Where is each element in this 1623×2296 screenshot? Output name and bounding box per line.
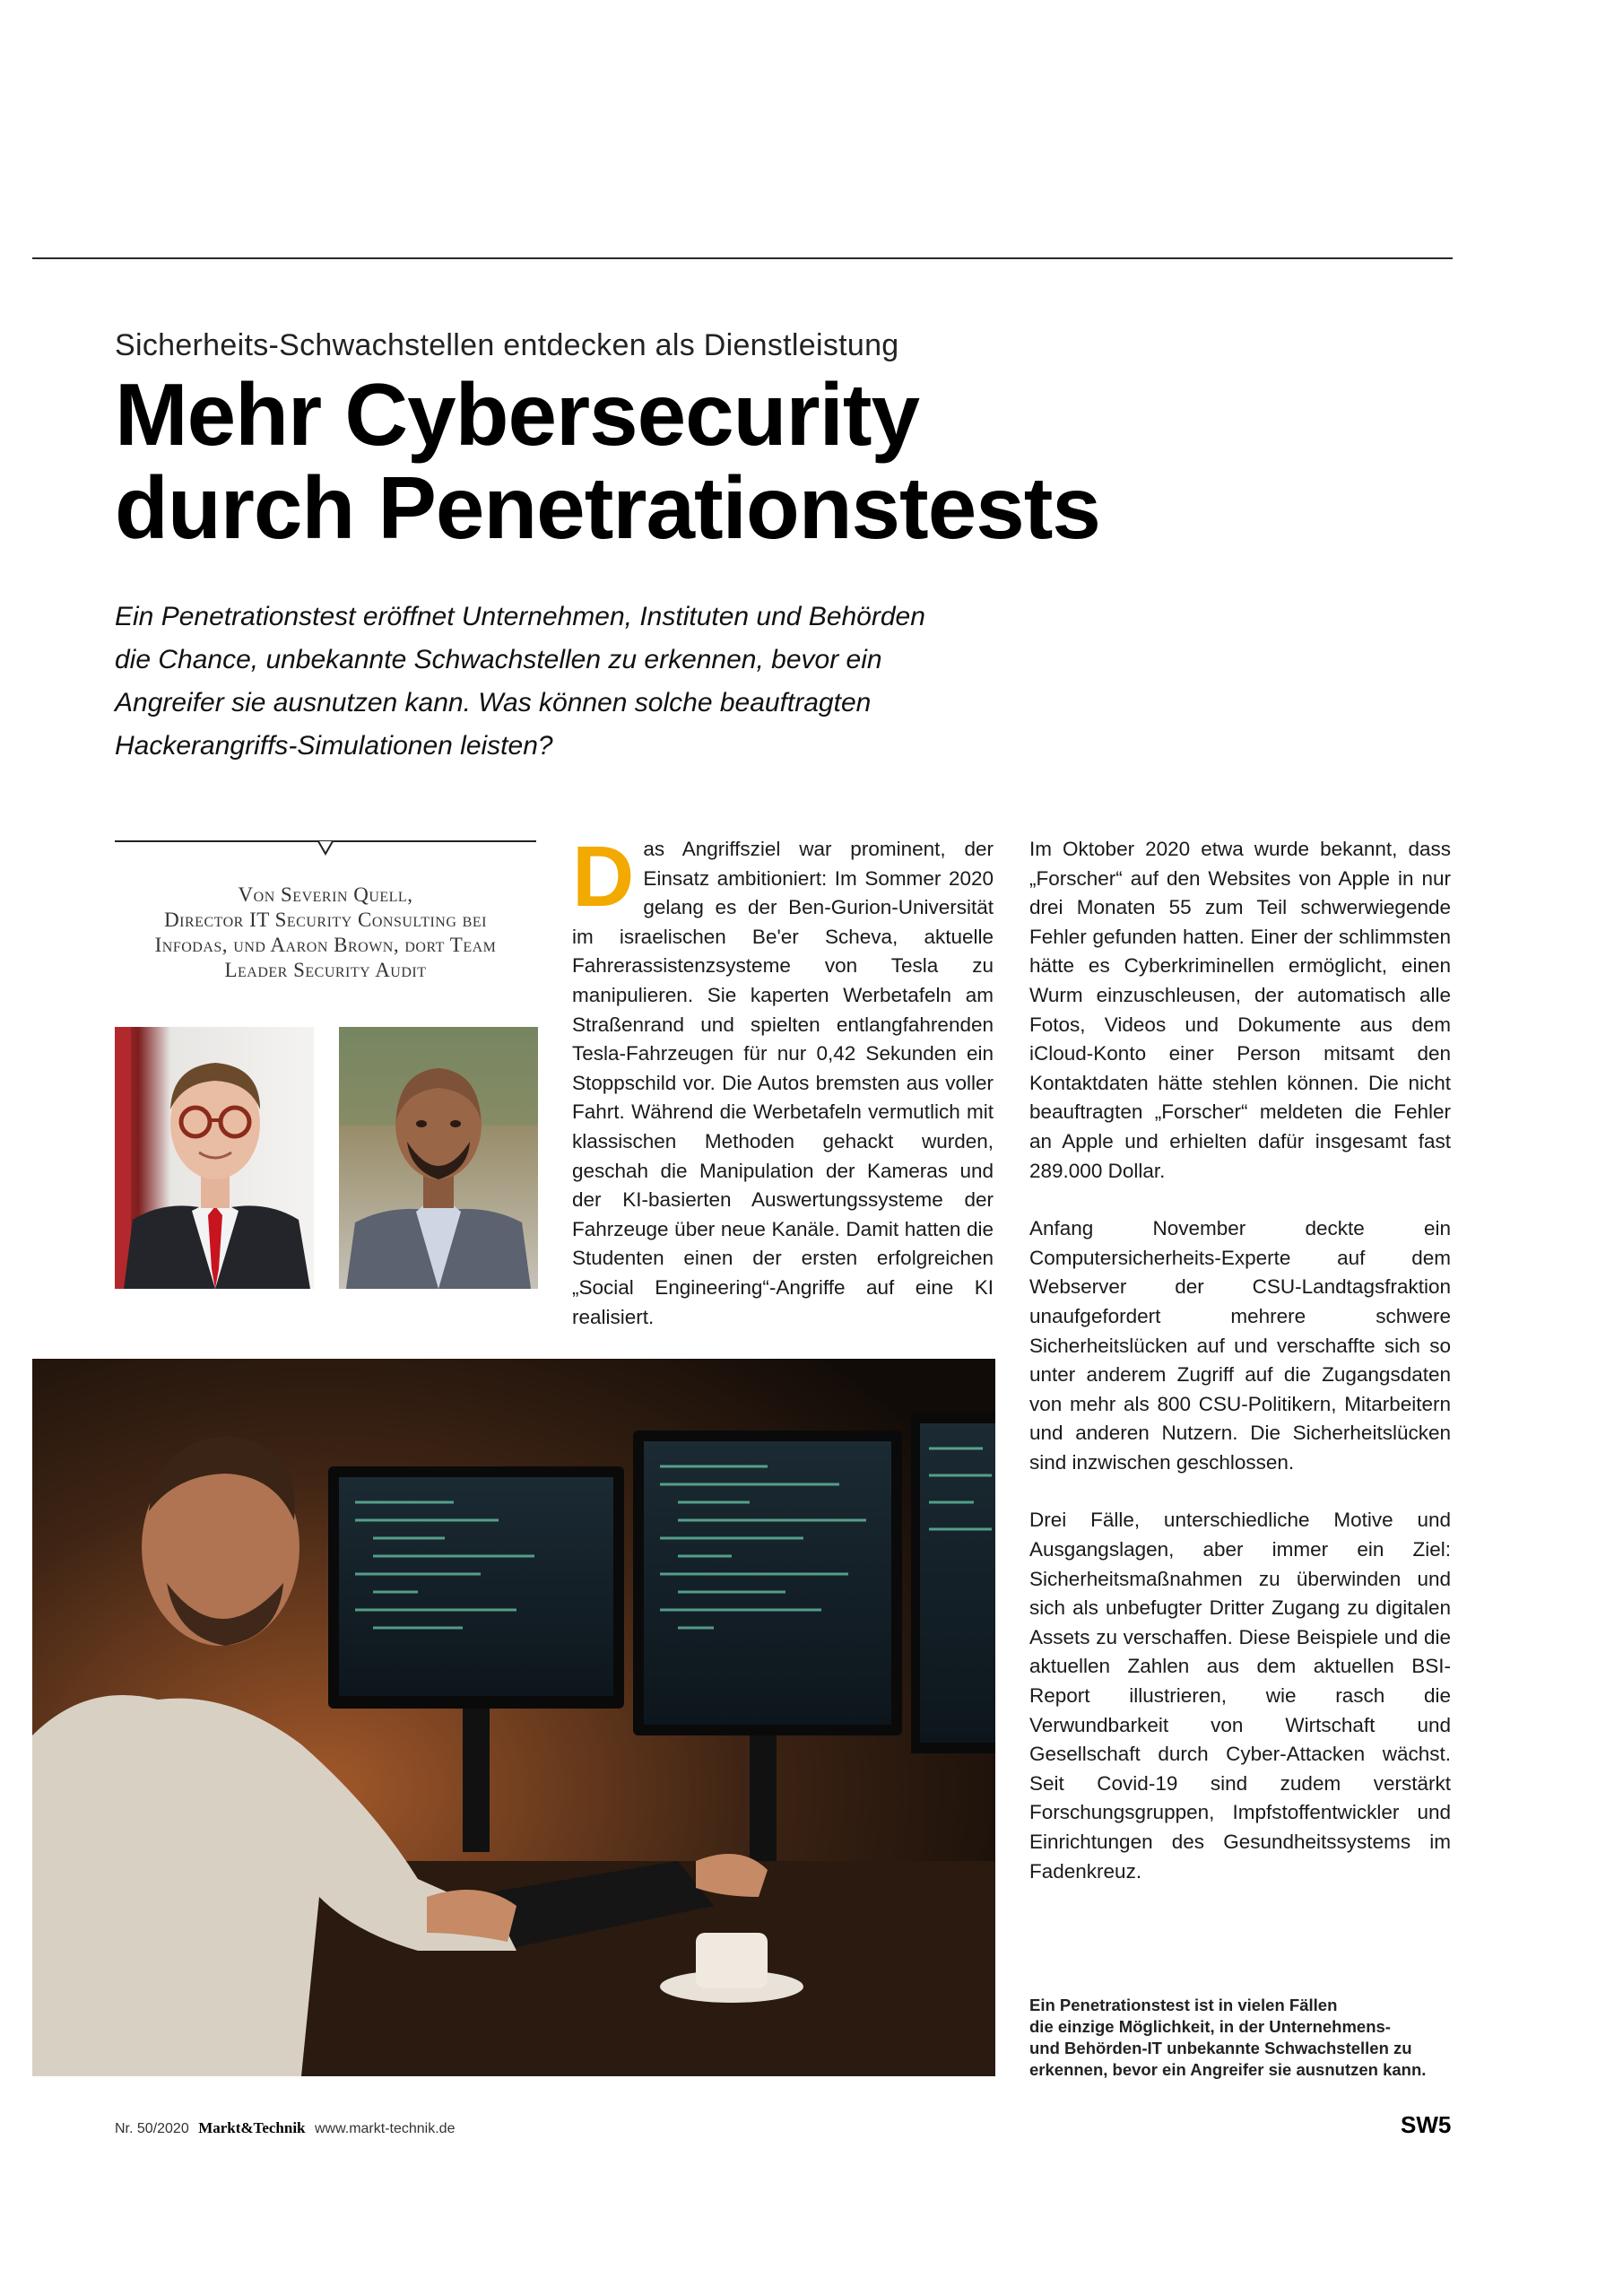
caption-line: die einzige Möglichkeit, in der Unternehmens- [1029, 2017, 1391, 2036]
teaser-line: Hackerangriffs-Simulationen leisten? [115, 731, 553, 761]
byline-line: Infodas, und Aaron Brown, dort Team [154, 934, 497, 956]
article-kicker: Sicherheits-Schwachstellen entdecken als Dienstleistung [115, 328, 899, 362]
byline-line: Von Severin Quell, [238, 883, 413, 906]
drop-cap: D [572, 829, 635, 925]
article-paragraph: Anfang November deckte ein Computersicherheits-Experte auf dem Webserver der CSU-Landtagsfraktion unaufgefordert mehrere schwere Sicherheitslücken auf und verschaffte sich so unter anderem Zugriff auf die Zugangsdaten von mehr als 800 CSU-Politikern, Mitarbeitern und anderen Nutzern. Die Sicherheitslücken sind inzwischen geschlossen. [1029, 1217, 1451, 1474]
teaser-line: die Chance, unbekannte Schwachstellen zu erkennen, bevor ein [115, 645, 882, 674]
caption-line: Ein Penetrationstest ist in vielen Fällen [1029, 1996, 1338, 2014]
author-byline [115, 883, 536, 983]
caption-line: erkennen, bevor ein Angreifer sie ausnutzen kann. [1029, 2060, 1427, 2079]
page-footer [115, 2119, 455, 2137]
author-photo-aaron-brown [339, 1027, 538, 1289]
article-paragraph: Im Oktober 2020 etwa wurde bekannt, dass „Forscher“ auf den Websites von Apple in nur drei Monaten 55 zum Teil schwerwiegende Fehler gefunden hatten. Einer der schlimmsten hätte es Cyberkriminellen ermöglicht, einen Wurm einzuschleusen, der automatisch alle Fotos, Videos und Dokumente aus dem iCloud-Konto einer Person mitsamt den Kontaktdaten hätte stehlen können. Die nicht beauftragten „Forscher“ meldeten die Fehler an Apple und erhielten dafür insgesamt fast 289.000 Dollar. [1029, 838, 1451, 1182]
caption-line: und Behörden-IT unbekannte Schwachstellen zu [1029, 2039, 1412, 2057]
byline-line: Leader Security Audit [224, 959, 427, 981]
top-rule [32, 257, 1453, 259]
page-number: SW5 [1401, 2111, 1452, 2138]
image-caption [1029, 1995, 1460, 2081]
article-column-left [572, 829, 994, 1361]
issue-number: Nr. 50/2020 [115, 2121, 189, 2136]
byline-line: Director IT Security Consulting bei [164, 909, 487, 931]
article-paragraph: Drei Fälle, unterschiedliche Motive und Ausgangslagen, aber immer ein Ziel: Sicherheitsmaßnahmen zu überwinden und sich als unbefugter Dritter Zugang zu digitalen Assets zu verschaffen. Diese Beispiele und die aktuellen Zahlen aus dem aktuellen BSI-Report illustrieren, wie rasch die Verwundbarkeit von Wirtschaft und Gesellschaft durch Cyber-Attacken wächst. Seit Covid-19 sind zudem verstärkt Forschungsgruppen, Impfstoffentwickler und Einrichtungen des Gesundheitssystems im Fadenkreuz. [1029, 1509, 1451, 1883]
author-photo-severin-quell [115, 1027, 314, 1289]
article-column-right [1029, 835, 1451, 1915]
portrait-illustration [115, 1027, 314, 1289]
headline-line: durch Penetrationstests [115, 458, 1100, 557]
hero-photo-hacker-workstation [32, 1359, 995, 2076]
headline-line: Mehr Cybersecurity [115, 365, 920, 464]
hero-illustration [32, 1359, 995, 2076]
article-headline [115, 365, 1370, 557]
magazine-logo: Markt&Technik [198, 2119, 306, 2136]
teaser-line: Angreifer sie ausnutzen kann. Was können solche beauftragten [115, 688, 872, 718]
byline-notch-icon [317, 841, 334, 857]
portrait-illustration [339, 1027, 538, 1289]
article-teaser [115, 596, 1011, 768]
website-url: www.markt-technik.de [314, 2121, 456, 2136]
teaser-line: Ein Penetrationstest eröffnet Unternehmen, Instituten und Behörden [115, 602, 925, 631]
article-paragraph [572, 829, 994, 1332]
paragraph-text: as Angriffsziel war prominent, der Einsatz ambitioniert: Im Sommer 2020 gelang es der Ben-Gurion-Universität im israelischen Be'er Scheva, aktuelle Fahrerassistenzsysteme von Tesla zu manipulieren. Sie kaperten Werbetafeln am Straßenrand und spielten entlangfahrenden Tesla-Fahrzeugen für nur 0,42 Sekunden ein Stoppschild vor. Die Autos bremsten aus voller Fahrt. Während die Werbetafeln vermutlich mit klassischen Methoden gehackt wurden, geschah die Manipulation der Kameras und der KI-basierten Auswertungssysteme der Fahrzeuge über neue Kanäle. Damit hatten die Studenten einen der ersten erfolgreichen „Social Engineering“-Angriffe auf eine KI realisiert. [572, 838, 994, 1328]
